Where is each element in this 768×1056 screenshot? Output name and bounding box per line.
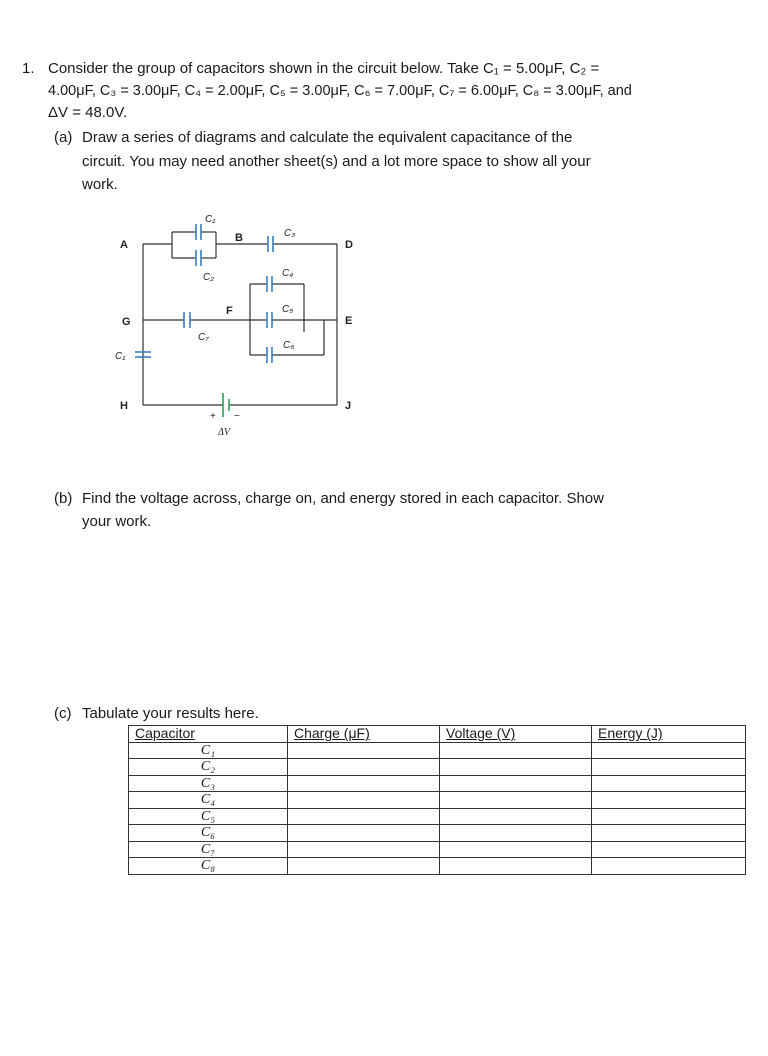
energy-cell[interactable] xyxy=(592,858,746,875)
voltage-cell[interactable] xyxy=(440,841,592,858)
cap-left-label: C₁ xyxy=(115,351,126,362)
cap-c6-label: C₆ xyxy=(283,340,295,351)
battery-minus-label: − xyxy=(234,411,240,422)
part-b-line-2: your work. xyxy=(82,513,152,530)
voltage-cell[interactable] xyxy=(440,792,592,809)
energy-cell[interactable] xyxy=(592,759,746,776)
node-f-label: F xyxy=(226,305,233,317)
table-row xyxy=(129,858,746,875)
table-row xyxy=(129,759,746,776)
energy-cell[interactable] xyxy=(592,841,746,858)
header-energy: Energy (J) xyxy=(592,726,746,743)
node-b-label: B xyxy=(235,232,243,244)
energy-cell[interactable] xyxy=(592,825,746,842)
node-d-label: D xyxy=(345,239,353,251)
table-row xyxy=(129,775,746,792)
charge-cell[interactable] xyxy=(288,792,440,809)
table-row xyxy=(129,825,746,842)
row-capacitor-name: C₈ xyxy=(129,858,288,875)
energy-cell[interactable] xyxy=(592,775,746,792)
battery-plus-label: + xyxy=(210,411,216,422)
row-capacitor-name: C₆ xyxy=(129,825,288,842)
energy-cell[interactable] xyxy=(592,742,746,759)
charge-cell[interactable] xyxy=(288,759,440,776)
header-charge: Charge (μF) xyxy=(288,726,440,743)
charge-cell[interactable] xyxy=(288,742,440,759)
node-g-label: G xyxy=(122,316,131,328)
battery-symbol xyxy=(223,393,229,417)
part-c-label: (c) xyxy=(54,705,72,722)
cap-c7-label: C₇ xyxy=(198,332,209,343)
row-capacitor-name: C₅ xyxy=(129,808,288,825)
part-b-line-1: Find the voltage across, charge on, and energy stored in each capacitor. Show xyxy=(82,490,604,507)
charge-cell[interactable] xyxy=(288,825,440,842)
node-j-label: J xyxy=(345,400,352,412)
charge-cell[interactable] xyxy=(288,858,440,875)
part-a-line-2: circuit. You may need another sheet(s) and a lot more space to show all your xyxy=(82,153,591,170)
charge-cell[interactable] xyxy=(288,775,440,792)
voltage-cell[interactable] xyxy=(440,742,592,759)
part-a-line-1: Draw a series of diagrams and calculate the equivalent capacitance of the xyxy=(82,129,573,146)
row-capacitor-name: C₄ xyxy=(129,792,288,809)
question-intro-line-2: 4.00μF, C₃ = 3.00μF, C₄ = 2.00μF, C₅ = 3.00μF, C₆ = 7.00μF, C₇ = 6.00μF, C₈ = 3.00μF, and xyxy=(48,83,632,99)
table-header-row xyxy=(129,726,746,743)
voltage-cell[interactable] xyxy=(440,858,592,875)
question-number: 1. xyxy=(22,60,35,77)
cap-c5-label: C₅ xyxy=(282,304,294,315)
part-b-label: (b) xyxy=(54,490,73,507)
row-capacitor-name: C₇ xyxy=(129,841,288,858)
cap-c1-label: C₁ xyxy=(205,214,216,225)
voltage-cell[interactable] xyxy=(440,775,592,792)
row-capacitor-name: C₃ xyxy=(129,775,288,792)
header-voltage: Voltage (V) xyxy=(440,726,592,743)
table-row xyxy=(129,792,746,809)
node-a-label: A xyxy=(120,239,128,251)
voltage-cell[interactable] xyxy=(440,759,592,776)
battery-label: ΔV xyxy=(218,427,230,438)
energy-cell[interactable] xyxy=(592,808,746,825)
energy-cell[interactable] xyxy=(592,792,746,809)
part-a-line-3: work. xyxy=(82,176,118,193)
node-h-label: H xyxy=(120,400,128,412)
cap-c4-label: C₄ xyxy=(282,268,294,279)
table-row xyxy=(129,808,746,825)
table-row xyxy=(129,742,746,759)
charge-cell[interactable] xyxy=(288,841,440,858)
question-intro-line-1: Consider the group of capacitors shown in the circuit below. Take C₁ = 5.00μF, C₂ = xyxy=(48,60,600,77)
question-intro-line-3: ΔV = 48.0V. xyxy=(48,104,128,121)
results-table xyxy=(128,725,746,875)
header-capacitor: Capacitor xyxy=(129,726,288,743)
cap-c3-label: C₃ xyxy=(284,228,296,239)
row-capacitor-name: C₂ xyxy=(129,759,288,776)
row-capacitor-name: C₁ xyxy=(129,742,288,759)
node-e-label: E xyxy=(345,315,353,327)
circuit-wires xyxy=(143,232,337,405)
table-row xyxy=(129,841,746,858)
part-a-label: (a) xyxy=(54,129,73,146)
part-c-text: Tabulate your results here. xyxy=(82,705,259,722)
voltage-cell[interactable] xyxy=(440,808,592,825)
cap-c2-label: C₂ xyxy=(203,272,215,283)
circuit-diagram xyxy=(0,0,768,450)
charge-cell[interactable] xyxy=(288,808,440,825)
voltage-cell[interactable] xyxy=(440,825,592,842)
